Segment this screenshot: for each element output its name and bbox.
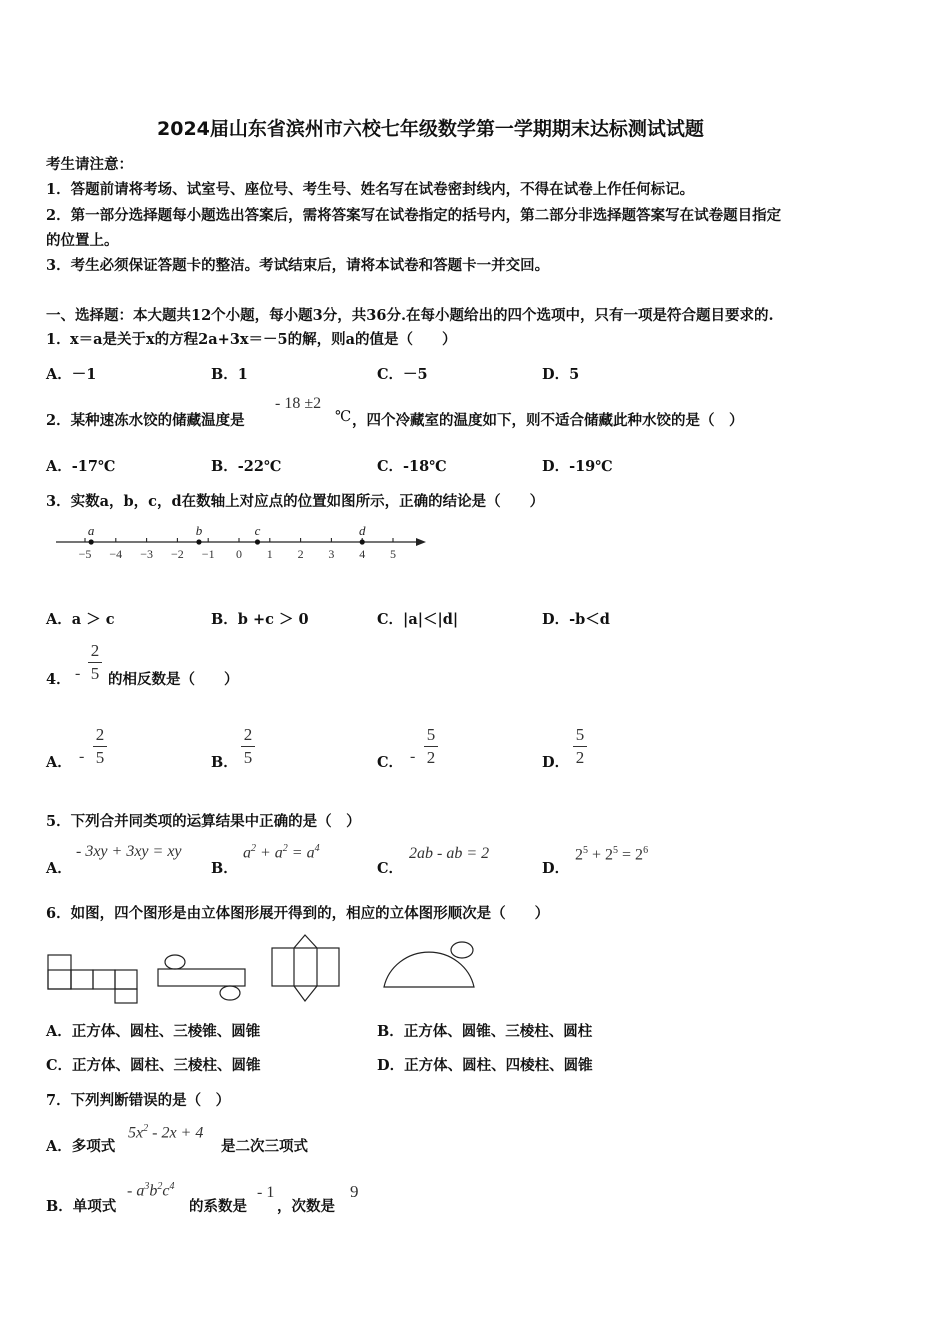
notice-item-1: 1．答题前请将考场、试室号、座位号、考生号、姓名写在试卷密封线内，不得在试卷上作任何标记。 [46,181,695,198]
q6-option-d: D．正方体、圆柱、四棱柱、圆锥 [377,1057,593,1074]
axis-tick-label: 3 [328,547,335,561]
axis-tick-label: −2 [171,547,184,561]
q3-stem: 3．实数a，b，c，d在数轴上对应点的位置如图所示，正确的结论是（ ） [46,493,545,510]
cylinder-net [158,955,245,1000]
q5-option-d-expr: $2^5 + 2^5 = 2^6$ [575,845,649,864]
q4-option-a-sign: - [79,748,85,765]
number-line-figure [50,518,430,564]
q4-option-b-denominator: 5 [243,748,253,767]
q5-option-a-expr: - 3xy + 3xy = xy [76,843,182,860]
axis-tick-label: −1 [201,547,215,561]
q4-option-c-denominator: 2 [426,748,436,767]
q7-option-b-pre: B．单项式 [46,1198,117,1215]
q1-option-b: B．1 [211,366,248,383]
cone-net [384,942,474,987]
q3-option-d: D．-b＜d [542,611,610,628]
notice-item-2-cont: 的位置上。 [46,232,119,249]
q1-option-a: A．－1 [46,366,97,383]
q4-fraction [88,641,102,684]
point-c [255,539,260,544]
q5-option-a-label: A． [46,860,72,877]
q7-option-b-degree: 9 [350,1182,359,1201]
point-a [89,539,94,544]
q7-option-a-post: 是二次三项式 [221,1138,308,1155]
q5-option-c-expr: 2ab - ab = 2 [409,845,490,862]
axis-tick-label: 0 [236,547,242,561]
axis-tick-label: 5 [390,547,396,561]
q2-unit: ℃ [335,409,352,425]
notice-item-2: 2．第一部分选择题每小题选出答案后，需将答案写在试卷指定的括号内，第二部分非选择题答案写在试卷题目指定 [46,207,782,224]
cube-net [48,955,137,1003]
q2-stem-pre: 2．某种速冻水饺的储藏温度是 [46,412,245,429]
q4-option-a-fraction [93,725,107,768]
q7-option-b-post: ，次数是 [277,1198,335,1215]
notice-heading: 考生请注意： [46,156,133,173]
q4-numerator: 2 [90,641,100,660]
q4-denominator: 5 [90,664,100,683]
q2-option-b: B．-22℃ [211,458,282,475]
q4-option-d-label: D． [542,754,570,771]
q6-stem: 6．如图，四个图形是由立体图形展开得到的，相应的立体图形顺次是（ ） [46,905,550,922]
q1-stem: x＝a是关于x的方程2a+3x＝－5的解，则a的值是（ ） [70,331,457,348]
q4-option-a-label: A． [46,754,72,771]
point-d [360,539,365,544]
q4-option-d-numerator: 5 [575,725,585,744]
page-title: 2024届山东省滨州市六校七年级数学第一学期期末达标测试试题 [157,118,704,140]
axis-tick-label: 2 [297,547,304,561]
q4-option-d-fraction [573,725,587,768]
notice-item-3: 3．考生必须保证答题卡的整洁。考试结束后，请将本试卷和答题卡一并交回。 [46,257,550,274]
q3-option-c: C．|a|＜|d| [377,611,459,628]
prism-net [272,935,339,1001]
q1-option-d: D．5 [542,366,580,383]
q5-option-d-label: D． [542,860,570,877]
point-label-d: d [358,523,366,538]
section-heading: 一、选择题：本大题共12个小题，每小题3分，共36分.在每小题给出的四个选项中，只有一项是符合题目要求的. [46,307,774,324]
q7-stem: 7．下列判断错误的是（ ） [46,1092,231,1109]
q1-number: 1． [46,331,71,348]
point-label-b: b [195,523,203,538]
number-line-arrow [416,538,426,546]
axis-tick-label: −3 [140,547,153,561]
q5-option-c-label: C． [377,860,404,877]
q7-option-a-expr: $5x^2 - 2x + 4$ [128,1123,204,1142]
q7-option-b-expr: - $a^3b^2c^4$ [127,1181,175,1200]
q4-option-d-denominator: 2 [575,748,585,767]
q4-option-c-fraction [424,725,438,768]
q5-stem: 5．下列合并同类项的运算结果中正确的是（ ） [46,813,361,830]
q7-option-b-coef: - 1 [257,1184,275,1201]
q6-option-a: A．正方体、圆柱、三棱锥、圆锥 [46,1023,261,1040]
axis-tick-label: 4 [359,547,366,561]
q4-option-b-label: B． [211,754,238,771]
q4-option-c-sign: - [410,748,416,765]
q4-number: 4． [46,671,71,688]
q7-option-a-pre: A．多项式 [46,1138,116,1155]
axis-tick-label: 1 [266,547,273,561]
point-label-c: c [254,523,261,538]
q2-stem-post: ，四个冷藏室的温度如下，则不适合储藏此种水饺的是（ ） [352,412,744,429]
q6-option-c: C．正方体、圆柱、三棱柱、圆锥 [46,1057,261,1074]
point-label-a: a [87,523,95,538]
q2-option-d: D．-19℃ [542,458,613,475]
q2-option-a: A．-17℃ [46,458,116,475]
q4-minus-sign: - [75,665,81,682]
q3-option-b: B．b +c ＞ 0 [211,611,309,628]
q4-option-b-fraction [241,725,255,768]
q5-option-b-label: B． [211,860,238,877]
point-b [196,539,201,544]
q4-option-b-numerator: 2 [243,725,253,744]
q1-option-c: C．－5 [377,366,428,383]
q5-option-b-expr: $a^2 + a^2 = a^4$ [243,843,320,862]
q3-option-a: A．a ＞ c [46,611,115,628]
q6-nets-figure [44,933,484,1007]
q2-option-c: C．-18℃ [377,458,447,475]
q4-option-c-label: C． [377,754,404,771]
axis-tick-label: −5 [78,547,92,561]
q6-option-b: B．正方体、圆锥、三棱柱、圆柱 [377,1023,593,1040]
q7-option-b-mid: 的系数是 [189,1198,247,1215]
q2-temperature: - 18 ±2 [275,395,322,412]
q4-option-c-numerator: 5 [426,725,436,744]
q4-option-a-numerator: 2 [95,725,105,744]
axis-tick-label: −4 [109,547,123,561]
q4-option-a-denominator: 5 [95,748,105,767]
q4-stem: 的相反数是（ ） [108,671,239,688]
